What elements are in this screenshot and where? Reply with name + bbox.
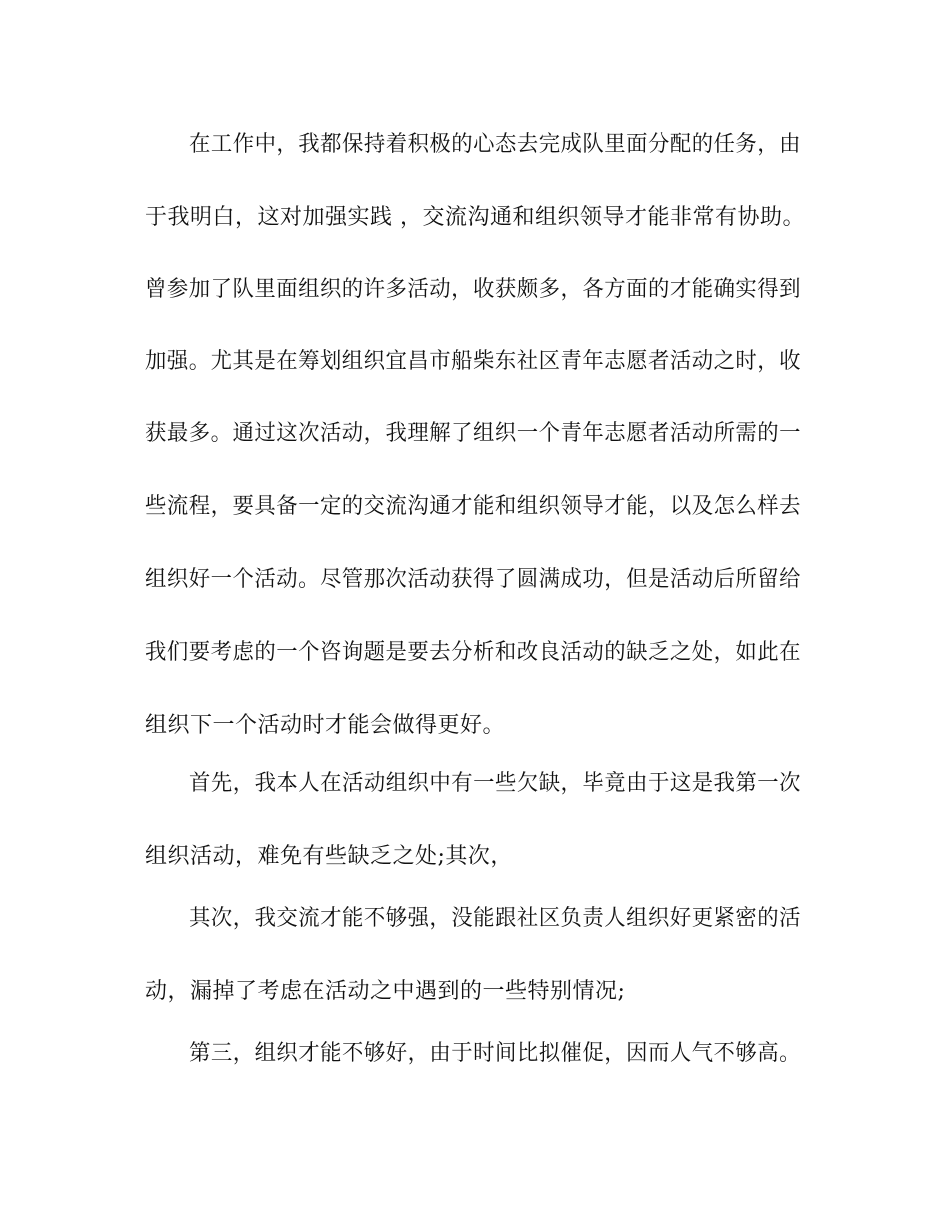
paragraph-line: 组织好一个活动。尽管那次活动获得了圆满成功，但是活动后所留给 — [145, 567, 802, 592]
paragraph-line: 在工作中，我都保持着积极的心态去完成队里面分配的任务，由 — [189, 132, 801, 157]
paragraph-line: 曾参加了队里面组织的许多活动，收获颇多，各方面的才能确实得到 — [145, 277, 802, 302]
paragraph-line: 于我明白，这对加强实践 ，交流沟通和组织领导才能非常有协助。 — [145, 205, 805, 230]
paragraph-line: 第三，组织才能不够好，由于时间比拟催促，因而人气不够高。 — [189, 1041, 801, 1066]
paragraph-line: 我们要考虑的一个咨询题是要去分析和改良活动的缺乏之处，如此在 — [145, 640, 802, 665]
paragraph-line: 其次，我交流才能不够强，没能跟社区负责人组织好更紧密的活 — [189, 906, 801, 931]
paragraph-line: 获最多。通过这次活动，我理解了组织一个青年志愿者活动所需的一 — [145, 421, 802, 446]
paragraph-line: 组织活动，难免有些缺乏之处;其次， — [145, 844, 513, 869]
paragraph-line: 动，漏掉了考虑在活动之中遇到的一些特别情况; — [145, 979, 626, 1004]
paragraph-line: 些流程，要具备一定的交流沟通才能和组织领导才能，以及怎么样去 — [145, 494, 802, 519]
paragraph-line: 加强。尤其是在筹划组织宜昌市船柴东社区青年志愿者活动之时，收 — [145, 349, 802, 374]
paragraph-line: 首先，我本人在活动组织中有一些欠缺，毕竟由于这是我第一次 — [189, 771, 801, 796]
paragraph-line: 组织下一个活动时才能会做得更好。 — [145, 713, 506, 738]
